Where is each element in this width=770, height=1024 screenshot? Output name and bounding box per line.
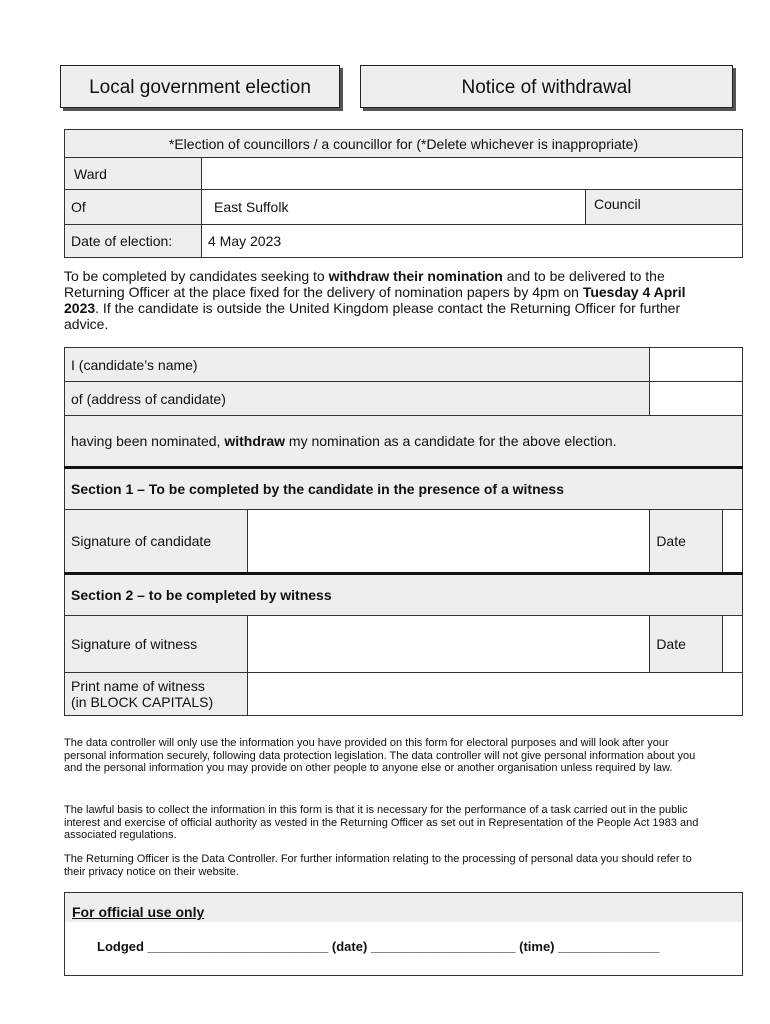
instructions-part3: . If the candidate is outside the United Kingdom please contact the Returning Officer for further advice. (64, 300, 681, 332)
candidate-signature-label: Signature of candidate (65, 510, 248, 574)
witness-date-label: Date (650, 616, 723, 673)
of-label: Of (65, 190, 202, 225)
privacy-paragraph-2: The lawful basis to collect the information in this form is that it is necessary for the performance of a task carried out in the public interest and exercise of official authority as vested in the Returning Officer as set out in Representation of the People Act 1983 and associated regulations. (64, 804, 699, 841)
candidate-signature-field[interactable] (248, 510, 650, 574)
candidate-name-field[interactable] (650, 348, 743, 382)
lodged-line[interactable]: Lodged _________________________ (date) ____________________ (time) ______________ (97, 939, 660, 954)
statement-part1: having been nominated, (71, 433, 225, 449)
instructions-paragraph (64, 268, 724, 332)
instructions-bold2: Tuesday 4 April 2023 (64, 284, 686, 316)
election-heading: *Election of councillors / a councillor for (*Delete whichever is inappropriate) (65, 130, 743, 158)
form-title: Notice of withdrawal (461, 77, 632, 98)
privacy-paragraph-1: The data controller will only use the information you have provided on this form for electoral purposes and will look after your personal information securely, following data protection legislation. The data controller will not give personal information about you and the personal information you may provide on other people to anyone else or another organisation unless required by law. (64, 737, 696, 774)
candidate-name-label: I (candidate’s name) (65, 348, 650, 382)
print-name-line1: Print name of witness (71, 678, 205, 694)
ward-label: Ward (65, 158, 202, 190)
section1-heading: Section 1 – To be completed by the candidate in the presence of a witness (65, 468, 743, 510)
section2-heading: Section 2 – to be completed by witness (65, 574, 743, 616)
candidate-date-label: Date (650, 510, 723, 574)
statement-part2: my nomination as a candidate for the above election. (285, 433, 617, 449)
candidate-date-field[interactable] (723, 510, 743, 574)
witness-signature-label: Signature of witness (65, 616, 248, 673)
instructions-bold1: withdraw their nomination (328, 268, 503, 284)
witness-print-name-field[interactable] (248, 673, 743, 716)
witness-signature-field[interactable] (248, 616, 650, 673)
official-use-heading: For official use only (65, 893, 742, 922)
withdrawal-form-table (64, 347, 743, 716)
withdrawal-statement (65, 416, 743, 468)
ward-field[interactable] (202, 158, 743, 190)
date-of-election-label: Date of election: (65, 225, 202, 258)
election-details-table (64, 129, 743, 258)
witness-date-field[interactable] (723, 616, 743, 673)
instructions-part1: To be completed by candidates seeking to (64, 268, 329, 284)
date-of-election-field[interactable]: 4 May 2023 (202, 225, 743, 258)
candidate-address-label: of (address of candidate) (65, 382, 650, 416)
privacy-paragraph-3: The Returning Officer is the Data Controller. For further information relating to the processing of personal data you should refer to their privacy notice on their website. (64, 853, 692, 878)
witness-print-name-label (65, 673, 248, 716)
form-title-box (360, 65, 733, 108)
council-name-field[interactable]: East Suffolk (202, 190, 586, 225)
official-use-box (64, 892, 743, 976)
election-type-box (60, 65, 340, 108)
instructions-part2: and to be delivered to the Returning Officer at the place fixed for the delivery of nomination papers by 4pm on (64, 268, 665, 300)
council-label: Council (586, 190, 743, 225)
print-name-line2: (in BLOCK CAPITALS) (71, 694, 214, 710)
election-type-title: Local government election (89, 77, 311, 98)
candidate-address-field[interactable] (650, 382, 743, 416)
statement-bold: withdraw (224, 433, 286, 449)
